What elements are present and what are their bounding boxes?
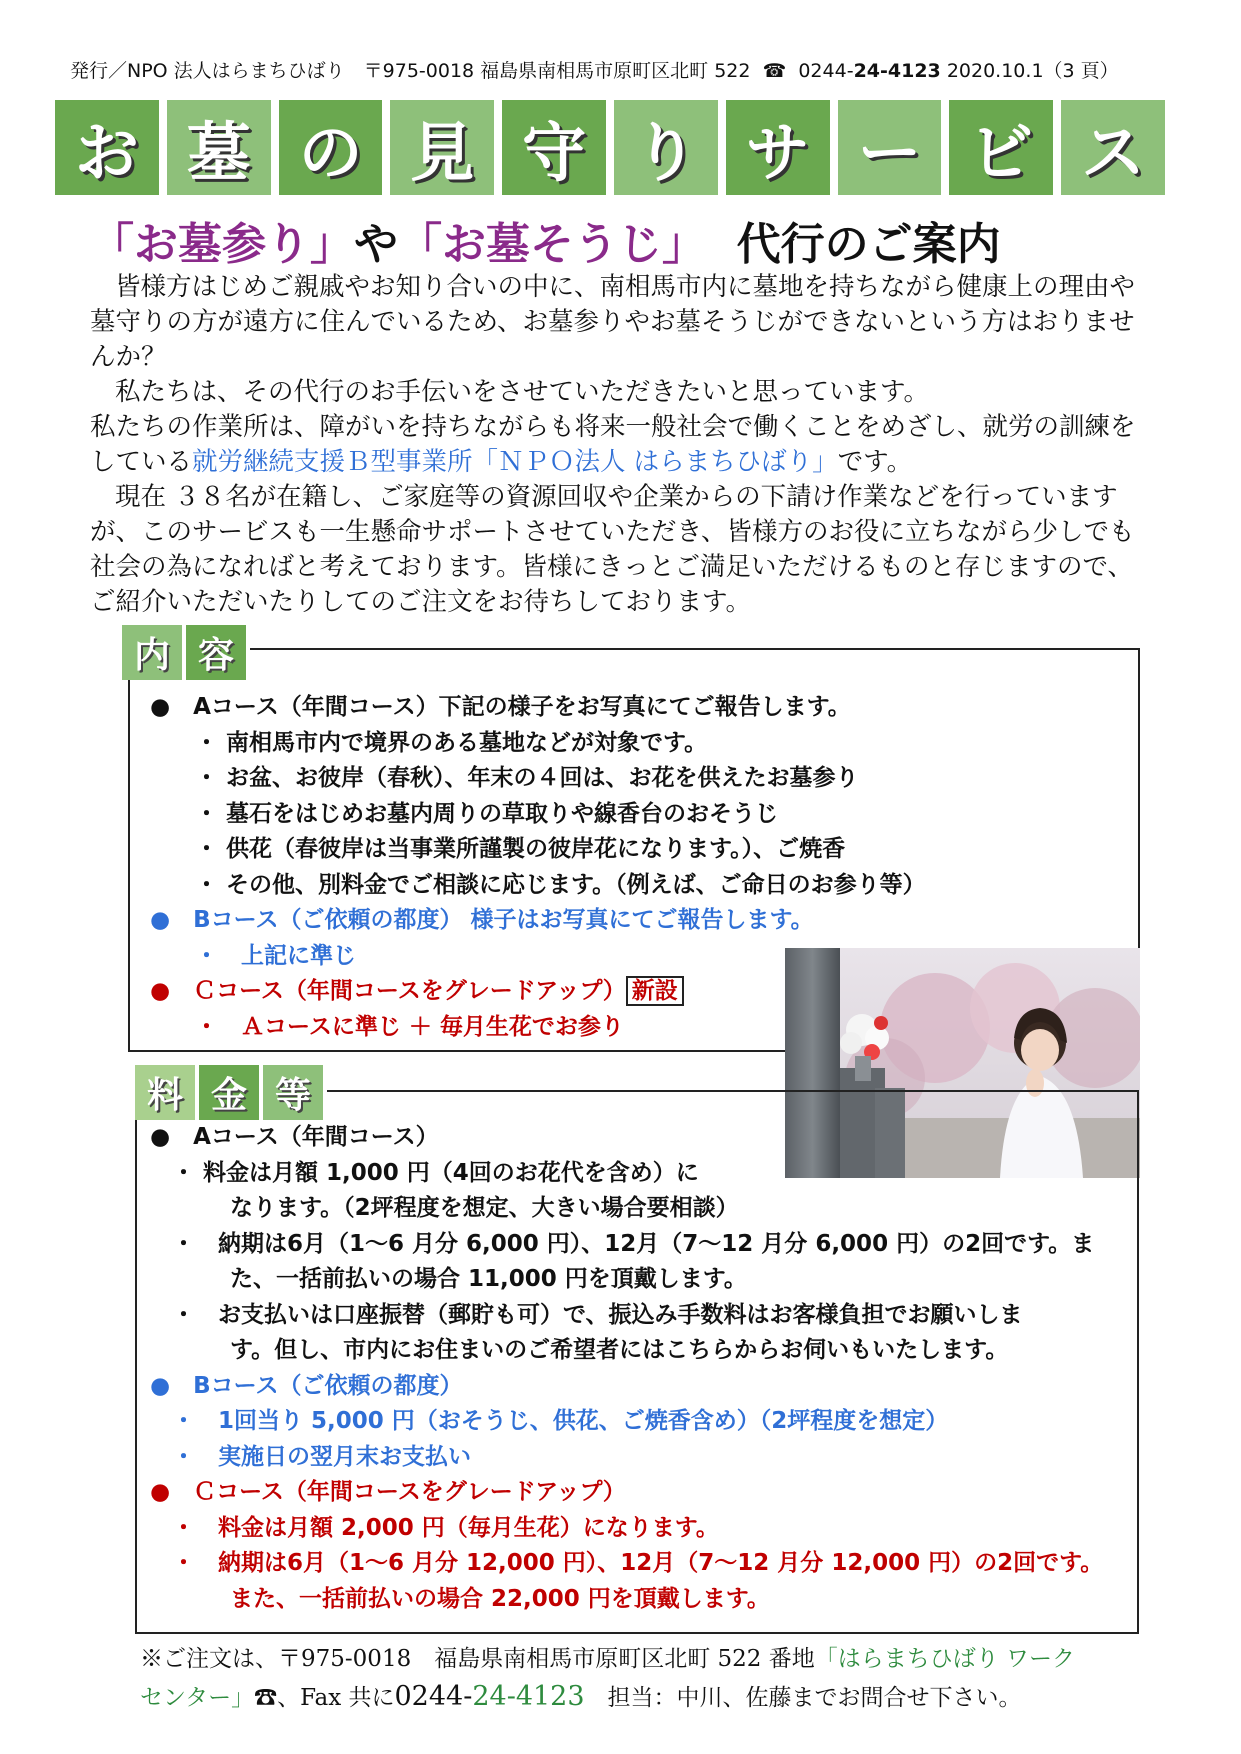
- fee-section: [150, 1120, 1103, 1617]
- footer-contact: [140, 1640, 1150, 1717]
- fee-a-item: す。但し、市内にお住まいのご希望者にはこちらからお伺いもいたします。: [230, 1337, 1009, 1363]
- fee-a-item: ・ 納期は6月（1～6 月分 6,000 円）、12月（7～12 月分 6,000 円）の2回です。ま: [172, 1230, 1095, 1257]
- subtitle-ohakamairi: 「お墓参り」: [90, 219, 354, 270]
- title-char: の: [279, 100, 383, 195]
- fee-tag-char: 等: [263, 1065, 323, 1120]
- fee-a-item: なります。（2坪程度を想定、大きい場合要相談）: [230, 1195, 739, 1221]
- fee-a-title: ● Aコース（年間コース）: [150, 1124, 439, 1150]
- fee-tag-char: 料: [135, 1065, 195, 1120]
- course-b-title: ● Bコース（ご依頼の都度） 様子はお写真にてご報告します。: [150, 907, 814, 933]
- fee-tag-char: 金: [199, 1065, 259, 1120]
- course-c-title: ● Ｃコース（年間コースをグレードアップ）: [150, 978, 626, 1004]
- title-char: 墓: [167, 100, 271, 195]
- title-char: ビ: [949, 100, 1053, 195]
- title-char: 見: [390, 100, 494, 195]
- course-a-item: ・ その他、別料金でご相談に応じます。（例えば、ご命日のお参り等）: [195, 871, 926, 898]
- title-char: 守: [502, 100, 606, 195]
- title-char: お: [55, 100, 159, 195]
- fee-tag: [135, 1065, 327, 1120]
- intro-p3-b: です。: [837, 447, 913, 477]
- fee-c-title: ● Ｃコース（年間コースをグレードアップ）: [150, 1479, 626, 1505]
- subtitle-daikou: 代行のご案内: [736, 219, 1001, 270]
- fee-a-item: ・ お支払いは口座振替（郵貯も可）で、振込み手数料はお客様負担でお願いしま: [172, 1301, 1023, 1328]
- fee-a-item: ・ 料金は月額 1,000 円（4回のお花代を含め）に: [172, 1159, 699, 1186]
- issue-date: 2020.10.1（3 頁）: [946, 60, 1119, 82]
- intro-p3-a: 私たちの作業所は、障がいを持ちながらも将来一般社会で働くことをめざし、就労の訓練をしている: [90, 412, 1136, 477]
- footer-phone-main: 24-4123: [472, 1681, 585, 1712]
- subtitle-ya: や: [354, 219, 398, 270]
- course-a-title: ● Aコース（年間コース）下記の様子をお写真にてご報告します。: [150, 694, 851, 720]
- course-b-item: ・ 上記に準じ: [195, 942, 356, 969]
- title-banner: [55, 100, 1165, 195]
- fee-c-item: ・ 料金は月額 2,000 円（毎月生花）になります。: [172, 1514, 719, 1541]
- intro-paragraph-2: 私たちは、その代行のお手伝いをさせていただきたいと思っています。: [115, 377, 929, 407]
- course-a-item: ・ 墓石をはじめお墓内周りの草取りや線香台のおそうじ: [195, 800, 779, 827]
- footer-phone-fax-label: ☎、Fax 共に: [254, 1685, 395, 1711]
- fee-a-item: た、一括前払いの場合 11,000 円を頂戴します。: [230, 1266, 747, 1292]
- title-char: り: [614, 100, 718, 195]
- intro-paragraph-4: 現在 ３８名が在籍し、ご家庭等の資源回収や企業からの下請け作業などを行っていますが、このサービスも一生懸命サポートさせていただき、皆様方のお役に立ちながら少しでも社会の為になればと考えております。皆様にきっとご満足いただけるものと存じますので、ご紹介いただいたりしてのご注文をお待ちしております。: [90, 482, 1135, 617]
- course-a-item: ・ 供花（春彼岸は当事業所謹製の彼岸花になります。）、ご焼香: [195, 836, 846, 862]
- intro-paragraph-3: [90, 410, 1150, 480]
- header-phone-prefix: 0244-: [798, 60, 854, 82]
- content-tag: [122, 625, 250, 680]
- subtitle: [90, 208, 1001, 272]
- fee-c-item: また、一括前払いの場合 22,000 円を頂戴します。: [230, 1585, 770, 1612]
- title-char: サ: [726, 100, 830, 195]
- course-c-item: ・ Ａコースに準じ ＋ 毎月生花でお参り: [195, 1013, 624, 1040]
- title-char: ー: [838, 100, 942, 195]
- course-a-item: ・ お盆、お彼岸（春秋）、年末の４回は、お花を供えたお墓参り: [195, 765, 859, 791]
- subtitle-ohakasouji: 「お墓そうじ」: [398, 219, 706, 270]
- header-phone-main: 24-4123: [853, 60, 941, 82]
- footer-line-2: [140, 1678, 1150, 1717]
- footer-phone-prefix: 0244-: [394, 1681, 473, 1712]
- fee-b-title: ● Bコース（ご依頼の都度）: [150, 1372, 463, 1399]
- intro-text: [90, 270, 1150, 620]
- footer-contact-person: 担当：中川、佐藤までお問合せ下さい。: [584, 1685, 1022, 1711]
- footer-org-name-a: 「はらまちひばり ワーク: [814, 1646, 1076, 1672]
- fee-b-item: ・ 1回当り 5,000 円（おそうじ、供花、ご焼香含め）（2坪程度を想定）: [172, 1408, 949, 1434]
- intro-p3-highlight: 就労継続支援Ｂ型事業所「ＮＰＯ法人 はらまちひばり」: [192, 447, 838, 477]
- content-tag-char: 内: [122, 625, 182, 680]
- fee-c-item: ・ 納期は6月（1～6 月分 12,000 円）、12月（7～12 月分 12,000 円）の2回です。: [172, 1550, 1104, 1576]
- publisher-info: 発行／NPO 法人はらまちひばり 〒975-0018 福島県南相馬市原町区北町 522: [70, 60, 751, 82]
- header-line: [70, 56, 1170, 83]
- content-tag-char: 容: [186, 625, 246, 680]
- course-a-item: ・ 南相馬市内で境界のある墓地などが対象です。: [195, 729, 708, 756]
- intro-paragraph-1: 皆様方はじめご親戚やお知り合いの中に、南相馬市内に墓地を持ちながら健康上の理由や墓守りの方が遠方に住んでいるため、お墓参りやお墓そうじができないという方はおりませんか？: [90, 272, 1136, 372]
- footer-org-name-b: センター」: [140, 1685, 255, 1711]
- telephone-icon: ☎: [756, 60, 793, 82]
- footer-line-1: [140, 1640, 1150, 1678]
- new-badge: 新設: [626, 976, 684, 1006]
- title-char: ス: [1061, 100, 1165, 195]
- footer-address: ※ご注文は、〒975-0018 福島県南相馬市原町区北町 522 番地: [140, 1646, 815, 1672]
- fee-b-item: ・ 実施日の翌月末お支払い: [172, 1443, 471, 1470]
